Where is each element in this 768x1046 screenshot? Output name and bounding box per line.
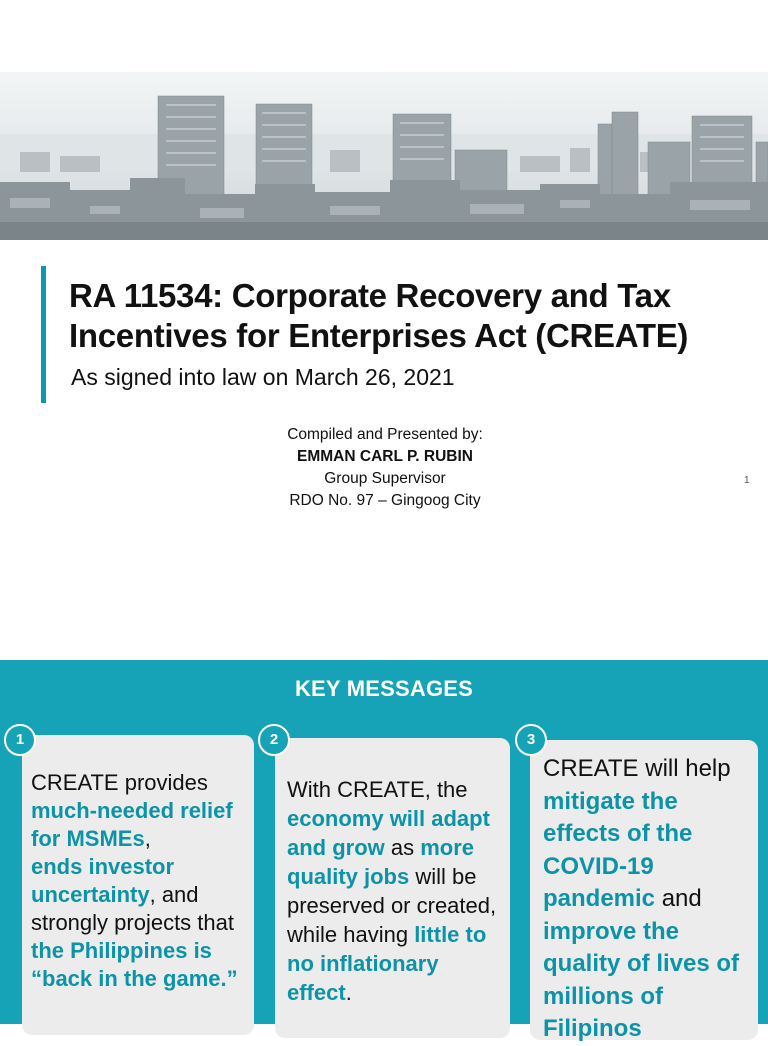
highlight-segment: improve the quality of lives of millions of Filipinos	[543, 917, 740, 1042]
title-line-1: RA 11534: Corporate Recovery and Tax	[69, 277, 671, 314]
highlight-segment: much-needed relief for MSMEs	[31, 798, 233, 851]
message-number-badge-2: 2	[258, 724, 290, 756]
title-line-2: Incentives for Enterprises Act (CREATE)	[69, 317, 689, 354]
presenter-name: EMMAN CARL P. RUBIN	[297, 448, 473, 465]
message-number-badge-3: 3	[515, 724, 547, 756]
message-card-3-text	[543, 753, 755, 1046]
highlight-segment: the Philippines is “back in the game.”	[31, 938, 238, 991]
highlight-segment: economy will adapt and grow	[287, 806, 490, 860]
slide-subtitle: As signed into law on March 26, 2021	[71, 364, 455, 390]
slide-title	[69, 276, 759, 356]
message-number-badge-1: 1	[4, 724, 36, 756]
text-segment: CREATE will help	[543, 755, 731, 782]
text-segment: With CREATE, the	[287, 777, 468, 802]
highlight-segment: more quality jobs	[287, 835, 475, 889]
presenter-office: RDO No. 97 – Gingoog City	[289, 492, 481, 509]
message-card-3	[530, 740, 758, 1040]
key-messages-slide	[0, 660, 768, 1042]
text-segment: .	[345, 980, 352, 1005]
page-number: 1	[744, 475, 750, 486]
highlight-segment: ends investor uncertainty	[31, 854, 175, 907]
key-messages-heading: KEY MESSAGES	[294, 676, 474, 701]
skyline-illustration	[0, 72, 768, 240]
message-card-1	[22, 735, 254, 1035]
text-segment: will be preserved or created, while having	[287, 864, 497, 947]
text-segment: , and strongly projects that	[31, 882, 234, 935]
text-segment: CREATE provides	[31, 770, 208, 795]
message-card-2	[275, 738, 510, 1038]
highlight-segment: little to no inflationary effect	[287, 922, 487, 1005]
message-card-2-text	[287, 775, 507, 1007]
city-skyline-image	[0, 72, 768, 240]
message-card-1-text	[31, 769, 251, 993]
text-segment: and	[655, 885, 702, 912]
presenter-intro: Compiled and Presented by:	[287, 426, 483, 443]
presenter-position: Group Supervisor	[324, 470, 446, 487]
text-segment: as	[384, 835, 421, 860]
presenter-block	[190, 424, 580, 512]
title-accent-bar	[41, 266, 46, 403]
text-segment: ,	[144, 826, 151, 851]
highlight-segment: mitigate the effects of the COVID-19 pandemic	[543, 787, 693, 912]
